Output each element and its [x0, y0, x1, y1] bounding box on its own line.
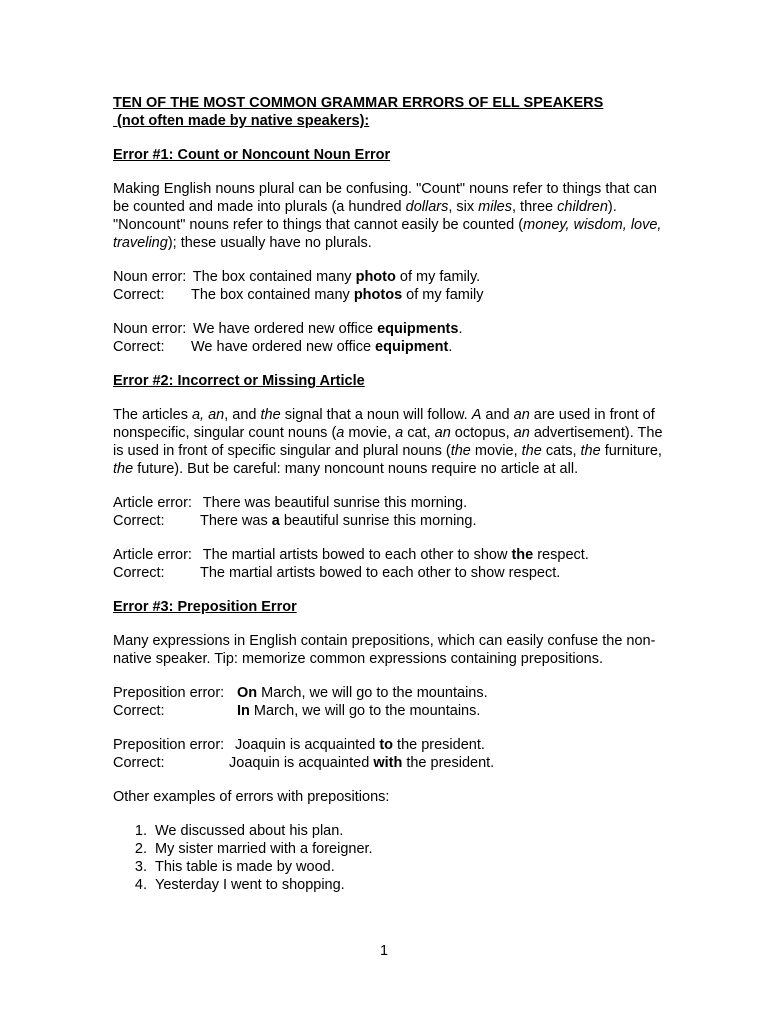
example-label: Article error:: [113, 495, 192, 511]
error-3-example-pair-2: [113, 736, 673, 772]
error-2-example-pair-1: [113, 494, 673, 530]
italic-text: miles: [478, 199, 512, 215]
text-run: Making English nouns plural can be confusing. "Count" nouns refer to things that can be counted and made into plurals (a hundred: [113, 181, 657, 215]
italic-text: money, wisdom, love, traveling: [113, 217, 662, 251]
text-run: , three: [512, 199, 558, 215]
example-line: [113, 684, 673, 702]
text-run: .: [448, 339, 453, 355]
error-1-heading: Error #1: Count or Noncount Noun Error: [113, 147, 391, 163]
italic-text: a: [395, 425, 404, 441]
text-run: .: [458, 321, 463, 337]
document-body: [113, 94, 673, 894]
italic-text: an: [434, 425, 451, 441]
example-sentence: [231, 736, 485, 754]
example-line: [113, 338, 673, 356]
italic-text: children: [557, 199, 608, 215]
example-sentence: [191, 286, 484, 304]
text-run: Joaquin is acquainted: [229, 755, 374, 771]
italic-text: a: [336, 425, 345, 441]
example-line: [113, 512, 673, 530]
error-1-example-pair-2: [113, 320, 673, 356]
italic-text: A: [471, 407, 482, 423]
list-item: 1. We discussed about his plan.: [151, 822, 673, 840]
text-run: The martial artists bowed to each other to show respect.: [200, 565, 561, 581]
example-sentence: [237, 702, 480, 720]
document-subtitle: (not often made by native speakers):: [113, 113, 370, 129]
bold-text: equipment: [375, 339, 449, 355]
text-run: , six: [448, 199, 479, 215]
text-run: The box contained many: [189, 269, 356, 285]
text-run: We have ordered new office: [189, 321, 378, 337]
text-run: movie,: [470, 443, 522, 459]
example-label: Correct:: [113, 565, 165, 581]
text-run: cats,: [541, 443, 581, 459]
text-run: The box contained many: [191, 287, 354, 303]
example-sentence: [200, 512, 476, 530]
italic-text: the: [521, 443, 542, 459]
example-line: [113, 702, 673, 720]
text-run: octopus,: [450, 425, 514, 441]
preposition-error-list: [113, 822, 673, 894]
example-line: [113, 320, 673, 338]
error-2-heading: Error #2: Incorrect or Missing Article: [113, 373, 365, 389]
italic-text: the: [113, 461, 134, 477]
example-sentence: [199, 494, 467, 512]
example-label: Noun error:: [113, 269, 187, 285]
error-3-example-pair-1: [113, 684, 673, 720]
italic-text: the: [450, 443, 471, 459]
text-run: The articles: [113, 407, 192, 423]
text-run: the president.: [393, 737, 485, 753]
example-line: [113, 564, 673, 582]
example-label: Correct:: [113, 339, 165, 355]
example-label: Correct:: [113, 703, 165, 719]
bold-text: equipments: [377, 321, 459, 337]
page-number: 1: [379, 943, 389, 959]
example-label: Preposition error:: [113, 737, 225, 753]
example-line: [113, 268, 673, 286]
text-run: , and: [224, 407, 261, 423]
example-line: [113, 286, 673, 304]
text-run: The martial artists bowed to each other to show: [199, 547, 512, 563]
text-run: We have ordered new office: [191, 339, 376, 355]
example-line: [113, 546, 673, 564]
error-2-paragraph: [113, 406, 673, 478]
bold-text: photos: [353, 287, 403, 303]
text-run: furniture,: [600, 443, 662, 459]
example-line: [113, 494, 673, 512]
text-run: There was beautiful sunrise this morning.: [199, 495, 468, 511]
text-run: future). But be careful: many noncount nouns require no article at all.: [133, 461, 579, 477]
text-run: beautiful sunrise this morning.: [279, 513, 477, 529]
text-run: There was: [200, 513, 272, 529]
text-run: signal that a noun will follow.: [280, 407, 472, 423]
error-1-example-pair-1: [113, 268, 673, 304]
text-run: March, we will go to the mountains.: [249, 703, 481, 719]
text-run: cat,: [403, 425, 435, 441]
text-run: ); these usually have no plurals.: [167, 235, 372, 251]
example-label: Preposition error:: [113, 685, 225, 701]
example-sentence: [200, 564, 560, 582]
italic-text: an: [513, 407, 530, 423]
bold-text: On: [237, 685, 258, 701]
example-label: Correct:: [113, 287, 165, 303]
example-sentence: [237, 684, 488, 702]
list-item: 2. My sister married with a foreigner.: [151, 840, 673, 858]
italic-text: the: [580, 443, 601, 459]
document-title: TEN OF THE MOST COMMON GRAMMAR ERRORS OF ELL SPEAKERS: [113, 95, 604, 111]
error-3-paragraph: [113, 632, 673, 668]
example-label: Correct:: [113, 755, 165, 771]
bold-text: the: [511, 547, 534, 563]
example-sentence: [229, 754, 494, 772]
bold-text: to: [379, 737, 394, 753]
bold-text: In: [237, 703, 250, 719]
list-item: 3. This table is made by wood.: [151, 858, 673, 876]
italic-text: the: [260, 407, 281, 423]
text-run: are used in front of nonspecific, singular count nouns (: [113, 407, 655, 441]
text-run: and: [481, 407, 514, 423]
italic-text: dollars: [405, 199, 449, 215]
example-label: Noun error:: [113, 321, 187, 337]
text-run: respect.: [533, 547, 589, 563]
text-run: March, we will go to the mountains.: [257, 685, 488, 701]
error-2-example-pair-2: [113, 546, 673, 582]
error-3-heading: Error #3: Preposition Error: [113, 599, 297, 615]
text-run: of my family: [402, 287, 484, 303]
example-line: [113, 754, 673, 772]
text-run: the president.: [402, 755, 495, 771]
example-sentence: [191, 338, 452, 356]
text-run: Many expressions in English contain prepositions, which can easily confuse the non-native speaker. Tip: memorize common expressions containing prepositions.: [113, 633, 656, 667]
text-run: advertisement). The is used in front of specific singular and plural nouns (: [113, 425, 663, 459]
example-sentence: [199, 546, 589, 564]
italic-text: an: [513, 425, 530, 441]
example-sentence: [189, 320, 462, 338]
bold-text: with: [373, 755, 403, 771]
list-item: 4. Yesterday I went to shopping.: [151, 876, 673, 894]
example-label: Article error:: [113, 547, 192, 563]
text-run: ). "Noncount" nouns refer to things that cannot easily be counted (: [113, 199, 617, 233]
italic-text: a, an: [191, 407, 225, 423]
bold-text: photo: [355, 269, 396, 285]
example-label: Correct:: [113, 513, 165, 529]
text-run: movie,: [344, 425, 396, 441]
text-run: Joaquin is acquainted: [231, 737, 380, 753]
other-examples-intro: Other examples of errors with prepositions:: [113, 789, 390, 805]
example-sentence: [189, 268, 480, 286]
example-line: [113, 736, 673, 754]
bold-text: a: [271, 513, 280, 529]
text-run: of my family.: [395, 269, 481, 285]
error-1-paragraph: [113, 180, 673, 252]
